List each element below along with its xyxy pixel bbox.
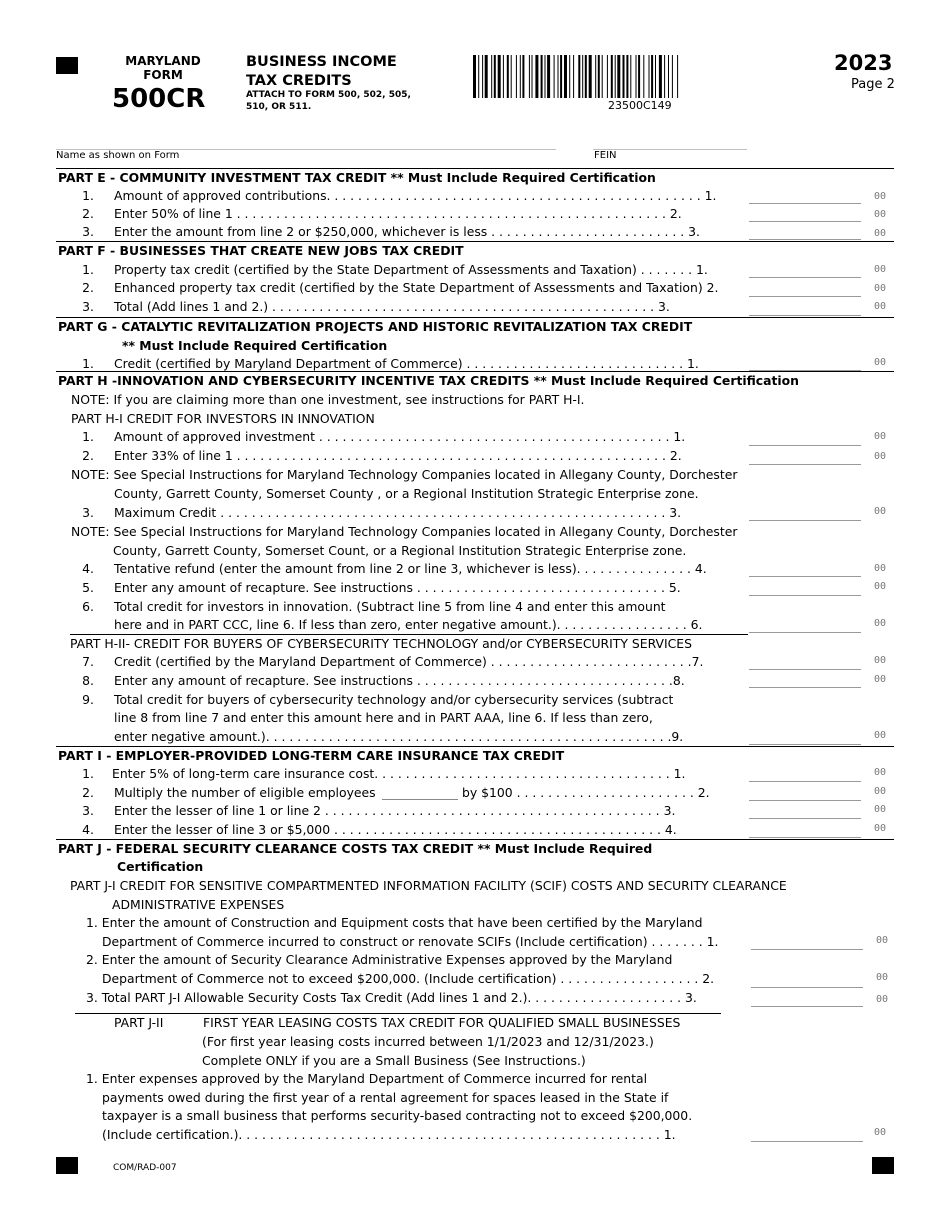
- part-f-line-1-label: Property tax credit (certified by the State Department of Assessments and Taxation) . . . . . . . 1.: [114, 262, 708, 277]
- part-i-line-1-label: Enter 5% of long-term care insurance cost. . . . . . . . . . . . . . . . . . . . . . . . . . . . . . . . . . . . . . 1.: [112, 766, 686, 781]
- form-word: FORM: [143, 68, 183, 82]
- rule-part-g: [56, 317, 894, 318]
- cents-placeholder: 00: [874, 655, 887, 666]
- rule-part-h: [56, 371, 894, 372]
- part-h-line-7-label: Credit (certified by the Maryland Department of Commerce) . . . . . . . . . . . . . . . . . . . . . . . . . .7.: [114, 654, 704, 669]
- part-j-ii-period: (For first year leasing costs incurred between 1/1/2023 and 12/31/2023.): [202, 1034, 654, 1049]
- part-h-line-3-label: Maximum Credit . . . . . . . . . . . . . . . . . . . . . . . . . . . . . . . . . . . . . . . . . . . . . . . . . . . . . . . . . 3.: [114, 505, 682, 520]
- cents-placeholder: 00: [874, 581, 887, 592]
- part-e-line-1-label: Amount of approved contributions. . . . . . . . . . . . . . . . . . . . . . . . . . . . . . . . . . . . . . . . . . . . . . . . 1.: [114, 188, 717, 203]
- part-h-note-2b: County, Garrett County, Somerset County , or a Regional Institution Strategic Enterprise zone.: [114, 486, 699, 501]
- part-h-note-3a: NOTE: See Special Instructions for Maryland Technology Companies located in Allegany County, Dorchester: [71, 524, 738, 539]
- line-number: 2.: [82, 785, 94, 800]
- line-number: 7.: [82, 654, 94, 669]
- part-h-line-2-input[interactable]: [749, 464, 861, 465]
- part-h-note-3b: County, Garrett County, Somerset Count, or a Regional Institution Strategic Enterprise zone.: [113, 543, 687, 558]
- line-number: 2.: [82, 448, 94, 463]
- part-h-line-8-label: Enter any amount of recapture. See instructions . . . . . . . . . . . . . . . . . . . . . . . . . . . . . . . . .8.: [114, 673, 685, 688]
- cents-placeholder: 00: [874, 357, 887, 368]
- line-number: 4.: [82, 561, 94, 576]
- form-number: 500CR: [112, 84, 206, 114]
- barcode-text: 23500C149: [608, 99, 672, 112]
- part-j-title: PART J - FEDERAL SECURITY CLEARANCE COSTS TAX CREDIT ** Must Include Required: [58, 841, 653, 856]
- form-state-label: [120, 54, 206, 82]
- part-j-i-line-1-input[interactable]: [751, 949, 863, 950]
- part-i-line-3-input[interactable]: [749, 818, 861, 819]
- part-j-i-line-2-input[interactable]: [751, 987, 863, 988]
- tax-year: 2023: [834, 51, 893, 75]
- part-e-line-2-label: Enter 50% of line 1 . . . . . . . . . . . . . . . . . . . . . . . . . . . . . . . . . . . . . . . . . . . . . . . . . . . . . . . 2.: [114, 206, 682, 221]
- cents-placeholder: 00: [874, 209, 887, 220]
- part-f-line-2-input[interactable]: [749, 296, 861, 297]
- cents-placeholder: 00: [874, 674, 887, 685]
- part-g-subtitle: ** Must Include Required Certification: [122, 338, 388, 353]
- part-i-line-4-input[interactable]: [749, 837, 861, 838]
- cents-placeholder: 00: [874, 767, 887, 778]
- form-code: COM/RAD-007: [113, 1163, 177, 1173]
- line-number: 2.: [82, 206, 94, 221]
- cents-placeholder: 00: [874, 1127, 887, 1138]
- part-e-line-3-input[interactable]: [749, 239, 861, 240]
- part-h-line-2-label: Enter 33% of line 1 . . . . . . . . . . . . . . . . . . . . . . . . . . . . . . . . . . . . . . . . . . . . . . . . . . . . . . . 2.: [114, 448, 682, 463]
- line-number: 3.: [82, 505, 94, 520]
- part-j-i-line-1-label-cont: Department of Commerce incurred to construct or renovate SCIFs (Include certification) . . . . . . . 1.: [102, 934, 719, 949]
- title-line-1: BUSINESS INCOME: [246, 54, 397, 70]
- part-h-line-4-label: Tentative refund (enter the amount from line 2 or line 3, whichever is less). . . . . . . . . . . . . . . 4.: [114, 561, 707, 576]
- fein-label: FEIN: [594, 150, 617, 161]
- registration-mark-top-left: [56, 57, 78, 74]
- part-f-line-2-label: Enhanced property tax credit (certified by the State Department of Assessments and Taxation) 2.: [114, 280, 719, 295]
- line-number: 1.: [82, 429, 94, 444]
- part-h-line-9-input[interactable]: [749, 744, 861, 745]
- part-j-ii-label: PART J-II: [114, 1015, 164, 1030]
- part-i-line-4-label: Enter the lesser of line 3 or $5,000 . . . . . . . . . . . . . . . . . . . . . . . . . . . . . . . . . . . . . . . . . . 4.: [114, 822, 677, 837]
- cents-placeholder: 00: [876, 994, 889, 1005]
- part-h-line-8-input[interactable]: [749, 687, 861, 688]
- part-j-ii-line-1-label-end: (Include certification.). . . . . . . . . . . . . . . . . . . . . . . . . . . . . . . . . . . . . . . . . . . . . . . . . . . . . . 1.: [102, 1127, 676, 1142]
- part-j-ii-eligibility: Complete ONLY if you are a Small Business (See Instructions.): [202, 1053, 586, 1068]
- rule-part-h-ii: [70, 634, 748, 635]
- line-number: 9.: [82, 692, 94, 707]
- line-number: 3.: [82, 224, 94, 239]
- name-label: Name as shown on Form: [56, 150, 180, 161]
- page-number: Page 2: [851, 77, 895, 92]
- cents-placeholder: 00: [874, 730, 887, 741]
- part-i-line-2-label-cont: by $100 . . . . . . . . . . . . . . . . . . . . . . . 2.: [462, 785, 710, 800]
- part-j-i-title-cont: ADMINISTRATIVE EXPENSES: [112, 897, 285, 912]
- registration-mark-bottom-left: [56, 1157, 78, 1174]
- line-number: 3.: [82, 803, 94, 818]
- cents-placeholder: 00: [876, 935, 889, 946]
- part-f-line-3-label: Total (Add lines 1 and 2.) . . . . . . . . . . . . . . . . . . . . . . . . . . . . . . . . . . . . . . . . . . . . . . . . . 3.: [114, 299, 670, 314]
- part-i-line-2-input[interactable]: [749, 800, 861, 801]
- part-e-line-1-input[interactable]: [749, 203, 861, 204]
- cents-placeholder: 00: [874, 506, 887, 517]
- part-g-line-1-label: Credit (certified by Maryland Department of Commerce) . . . . . . . . . . . . . . . . . . . . . . . . . . . . 1.: [114, 356, 699, 371]
- part-j-ii-line-1-input[interactable]: [751, 1141, 863, 1142]
- part-h-line-7-input[interactable]: [749, 669, 861, 670]
- attach-line-2: 510, OR 511.: [246, 102, 312, 112]
- part-i-line-1-input[interactable]: [749, 781, 861, 782]
- part-j-i-line-2-label-cont: Department of Commerce not to exceed $200,000. (Include certification) . . . . . . . . . . . . . . . . . . 2.: [102, 971, 715, 986]
- part-j-i-line-3-input[interactable]: [751, 1006, 863, 1007]
- part-h-line-1-label: Amount of approved investment . . . . . . . . . . . . . . . . . . . . . . . . . . . . . . . . . . . . . . . . . . . . . 1.: [114, 429, 686, 444]
- part-j-ii-line-1-label-cont2: taxpayer is a small business that performs security-based contracting not to exceed $200,000.: [102, 1108, 693, 1123]
- rule-part-e: [56, 168, 894, 169]
- cents-placeholder: 00: [874, 804, 887, 815]
- line-number: 8.: [82, 673, 94, 688]
- cents-placeholder: 00: [874, 451, 887, 462]
- attach-instruction: [246, 89, 411, 113]
- cents-placeholder: 00: [874, 283, 887, 294]
- barcode: [473, 55, 809, 98]
- part-h-line-3-input[interactable]: [749, 520, 861, 521]
- part-i-line-3-label: Enter the lesser of line 1 or line 2 . . . . . . . . . . . . . . . . . . . . . . . . . . . . . . . . . . . . . . . . . . . 3.: [114, 803, 676, 818]
- part-h-line-9-label-end: enter negative amount.). . . . . . . . . . . . . . . . . . . . . . . . . . . . . . . . . . . . . . . . . . . . . . . . . . . .9.: [114, 729, 684, 744]
- rule-part-j-ii: [75, 1013, 721, 1014]
- title-line-2: TAX CREDITS: [246, 73, 352, 89]
- part-e-title: PART E - COMMUNITY INVESTMENT TAX CREDIT ** Must Include Required Certification: [58, 170, 656, 185]
- part-i-title: PART I - EMPLOYER-PROVIDED LONG-TERM CARE INSURANCE TAX CREDIT: [58, 748, 565, 763]
- part-h-line-1-input[interactable]: [749, 445, 861, 446]
- part-h-note-1: NOTE: If you are claiming more than one investment, see instructions for PART H-I.: [71, 392, 585, 407]
- part-h-line-9-label: Total credit for buyers of cybersecurity technology and/or cybersecurity services (subtract: [114, 692, 674, 707]
- line-number: 5.: [82, 580, 94, 595]
- cents-placeholder: 00: [876, 972, 889, 983]
- line-number: 6.: [82, 599, 94, 614]
- part-f-line-1-input[interactable]: [749, 277, 861, 278]
- registration-mark-bottom-right: [872, 1157, 894, 1174]
- part-j-ii-line-1-label-cont: payments owed during the first year of a rental agreement for spaces leased in the State if: [102, 1090, 669, 1105]
- part-g-title: PART G - CATALYTIC REVITALIZATION PROJECTS AND HISTORIC REVITALIZATION TAX CREDIT: [58, 319, 693, 334]
- line-number: 3.: [82, 299, 94, 314]
- part-g-line-1-input[interactable]: [749, 370, 861, 371]
- cents-placeholder: 00: [874, 431, 887, 442]
- cents-placeholder: 00: [874, 191, 887, 202]
- part-e-line-2-input[interactable]: [749, 221, 861, 222]
- part-j-ii-title: FIRST YEAR LEASING COSTS TAX CREDIT FOR QUALIFIED SMALL BUSINESSES: [203, 1015, 681, 1030]
- line-number: 1.: [82, 262, 94, 277]
- line-number: 1.: [82, 356, 94, 371]
- rule-part-j: [56, 839, 894, 840]
- line-number: 4.: [82, 822, 94, 837]
- cents-placeholder: 00: [874, 301, 887, 312]
- part-h-line-6-input[interactable]: [749, 632, 861, 633]
- cents-placeholder: 00: [874, 264, 887, 275]
- line-number: 1.: [82, 188, 94, 203]
- rule-part-f: [56, 241, 894, 242]
- cents-placeholder: 00: [874, 228, 887, 239]
- part-h-line-4-input[interactable]: [749, 576, 861, 577]
- part-j-title-cont: Certification: [117, 859, 204, 874]
- part-j-i-line-3-label: 3. Total PART J-I Allowable Security Costs Tax Credit (Add lines 1 and 2.). . . . . . . . . . . . . . . . . . . . 3.: [86, 990, 697, 1005]
- cents-placeholder: 00: [874, 563, 887, 574]
- part-h-note-2a: NOTE: See Special Instructions for Maryland Technology Companies located in Allegany County, Dorchester: [71, 467, 738, 482]
- part-h-line-5-label: Enter any amount of recapture. See instructions . . . . . . . . . . . . . . . . . . . . . . . . . . . . . . . . 5.: [114, 580, 681, 595]
- part-j-ii-line-1-label: 1. Enter expenses approved by the Maryland Department of Commerce incurred for rental: [86, 1071, 648, 1086]
- cents-placeholder: 00: [874, 823, 887, 834]
- part-h-line-9-label-cont: line 8 from line 7 and enter this amount here and in PART AAA, line 6. If less than zero,: [114, 710, 653, 725]
- cents-placeholder: 00: [874, 786, 887, 797]
- state-name: MARYLAND: [125, 54, 201, 68]
- part-j-i-line-2-label: 2. Enter the amount of Security Clearance Administrative Expenses approved by the Maryland: [86, 952, 673, 967]
- cents-placeholder: 00: [874, 618, 887, 629]
- part-e-line-3-label: Enter the amount from line 2 or $250,000, whichever is less . . . . . . . . . . . . . . . . . . . . . . . . . 3.: [114, 224, 700, 239]
- rule-part-i: [56, 746, 894, 747]
- part-h-line-5-input[interactable]: [749, 595, 861, 596]
- line-number: 2.: [82, 280, 94, 295]
- part-f-line-3-input[interactable]: [749, 315, 861, 316]
- part-h-ii-title: PART H-II- CREDIT FOR BUYERS OF CYBERSECURITY TECHNOLOGY and/or CYBERSECURITY SERVICES: [70, 636, 692, 651]
- part-h-title: PART H -INNOVATION AND CYBERSECURITY INCENTIVE TAX CREDITS ** Must Include Required Certification: [58, 373, 800, 388]
- line-number: 1.: [82, 766, 94, 781]
- attach-line-1: ATTACH TO FORM 500, 502, 505,: [246, 90, 411, 100]
- form-title: [246, 53, 397, 91]
- part-j-i-line-1-label: 1. Enter the amount of Construction and Equipment costs that have been certified by the Maryland: [86, 915, 703, 930]
- part-f-title: PART F - BUSINESSES THAT CREATE NEW JOBS TAX CREDIT: [58, 243, 464, 258]
- part-h-line-6-label: Total credit for investors in innovation. (Subtract line 5 from line 4 and enter this amount: [114, 599, 666, 614]
- part-h-line-6-label-cont: here and in PART CCC, line 6. If less than zero, enter negative amount.). . . . . . . . . . . . . . . . . 6.: [114, 617, 703, 632]
- part-j-i-title: PART J-I CREDIT FOR SENSITIVE COMPARTMENTED INFORMATION FACILITY (SCIF) COSTS AND SECURITY CLEARANCE: [70, 878, 787, 893]
- part-i-line-2-label: Multiply the number of eligible employees: [114, 785, 376, 800]
- eligible-employees-input[interactable]: [382, 799, 458, 800]
- part-h-i-title: PART H-I CREDIT FOR INVESTORS IN INNOVATION: [71, 411, 375, 426]
